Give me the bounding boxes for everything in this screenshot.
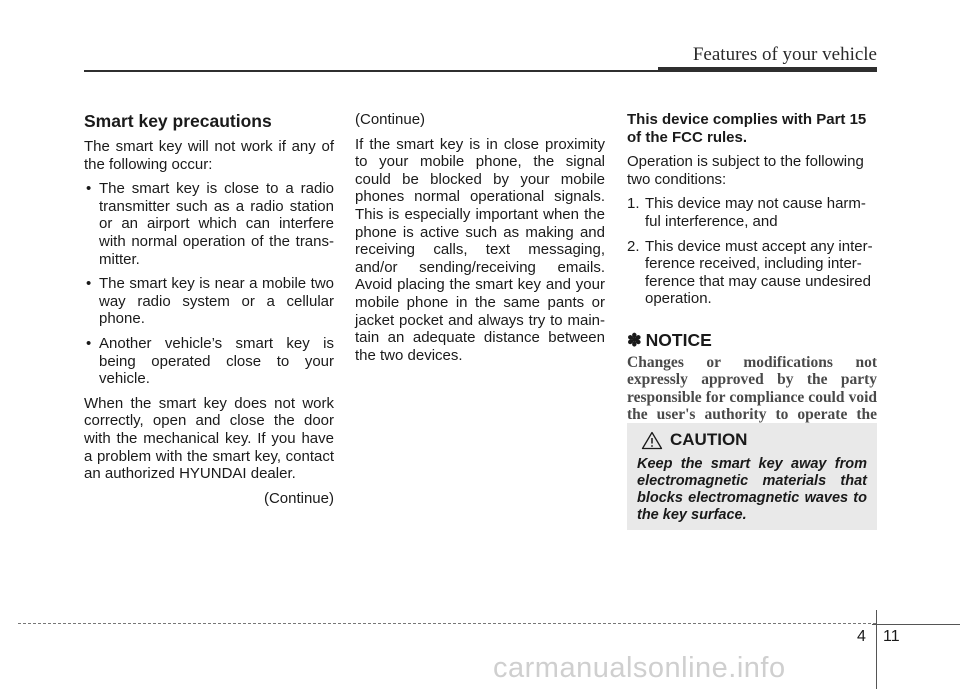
- body-paragraph: If the smart key is in close proximity to your mobile phone, the signal could be blocked by your mobile phones normal operational signals. This is especially important when the phone is active such as making and receiving calls, text messaging, and/or sending/receiving emails. Avoid placing the smart key and your mobile phone in the same pants or jacket pocket and always try to main- tain an adequate distance between the two devices.: [355, 135, 605, 364]
- list-item: • The smart key is close to a radio transmitter such as a radio station or an airport which can interfere with normal operation of the trans- mitter.: [84, 180, 334, 268]
- intro-paragraph: The smart key will not work if any of the following occur:: [84, 138, 334, 173]
- caution-box: [627, 423, 877, 530]
- column-1: [84, 111, 334, 514]
- list-item: • Another vehicle’s smart key is being operated close to your vehicle.: [84, 335, 334, 388]
- footer-rule: [18, 623, 876, 624]
- notice-heading: [627, 329, 877, 350]
- precaution-list: [84, 180, 334, 388]
- continue-label: (Continue): [263, 489, 334, 507]
- header-rule-accent: [658, 67, 877, 72]
- conditions-intro: Operation is subject to the following two conditions:: [627, 153, 864, 188]
- page-number: 11: [883, 628, 900, 645]
- notice-title: NOTICE: [645, 329, 712, 350]
- page-divider: [876, 610, 877, 689]
- list-item: • The smart key is near a mobile two way radio system or a cellular phone.: [84, 275, 334, 328]
- fcc-statement: This device complies with Part 15 of the FCC rules.: [627, 111, 867, 146]
- section-title: Features of your vehicle: [692, 44, 877, 65]
- column-2: [355, 111, 605, 371]
- list-text: This device may not cause harm- ful interference, and: [645, 195, 866, 230]
- continue-label: (Continue): [355, 111, 426, 128]
- notice-body: Changes or modifications not expressly approved by the party responsible for compliance could void the user's authority to operate the: [627, 353, 877, 424]
- list-text: This device must accept any inter- ference received, including inter- ference that may cause undesired operation.: [645, 237, 873, 308]
- footer-rule-right: [872, 624, 960, 625]
- section-heading: Smart key precautions: [84, 111, 272, 131]
- conditions-list: [627, 195, 877, 308]
- caution-title: CAUTION: [670, 430, 748, 449]
- body-paragraph: When the smart key does not work correctly, open and close the door with the mechanical key. If you have a problem with the smart key, contact an authorized HYUNDAI dealer.: [84, 394, 334, 483]
- list-number: 1.: [627, 195, 640, 213]
- column-3: [627, 111, 877, 442]
- list-number: 2.: [627, 237, 640, 255]
- notice-icon: ✽: [627, 329, 642, 350]
- watermark: carmanualsonline.info: [493, 652, 786, 684]
- caution-body: Keep the smart key away from electromagnetic materials that blocks electromagnetic waves to the key surface.: [637, 456, 867, 523]
- list-item: [627, 195, 877, 230]
- warning-triangle-icon: [641, 431, 663, 450]
- caution-heading: [641, 430, 867, 450]
- list-item: [627, 238, 877, 308]
- chapter-number: 4: [857, 628, 866, 645]
